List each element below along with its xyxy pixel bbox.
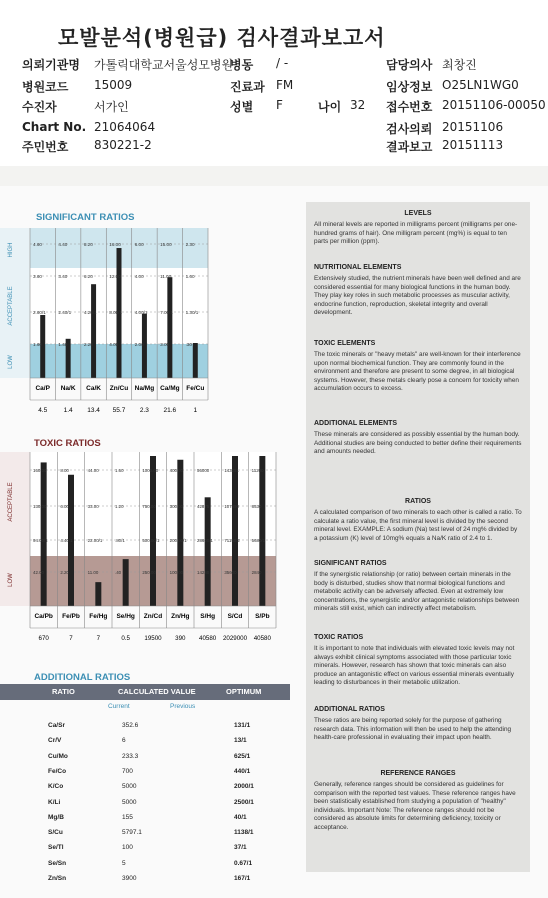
significant-bar <box>167 277 172 378</box>
significant-bar <box>91 284 96 378</box>
value-label: 40580 <box>253 635 271 642</box>
col-optimum: OPTIMUM <box>226 687 262 696</box>
value-label: 19500 <box>144 635 162 642</box>
bar-tick-label: 7.00/1 <box>160 310 173 315</box>
info-heading: SIGNIFICANT RATIOS <box>314 560 387 567</box>
toxic-bar <box>41 462 47 606</box>
bar-tick-label: 8.20 <box>83 242 93 247</box>
category-label: Ca/Pb <box>34 613 53 620</box>
toxic-bar <box>205 497 211 606</box>
field-value: 20151113 <box>442 138 504 152</box>
field-label: 성별 <box>230 100 254 114</box>
toxic-bar <box>95 582 101 606</box>
bar-tick-label: 1.60 <box>115 468 124 473</box>
bar-tick-label: 56000 <box>197 468 210 473</box>
ratio-current: 700 <box>122 767 133 775</box>
bar-tick-label: 2.20 <box>60 570 69 575</box>
bar-tick-label: 71150/2 <box>224 538 240 543</box>
bar-tick-label: 1.60 <box>185 274 195 279</box>
ratio-name: K/Co <box>48 783 64 791</box>
field-value: 서가인 <box>94 100 129 114</box>
category-label: Se/Hg <box>116 613 135 620</box>
bar-tick-label: 2.60/1 <box>33 310 46 315</box>
ratio-current: 5 <box>122 859 126 867</box>
bar-tick-label: 22.00/1 <box>87 538 103 543</box>
ratio-name: K/Li <box>48 798 61 806</box>
category-label: Na/Mg <box>134 385 155 392</box>
ratio-current: 155 <box>122 813 133 821</box>
value-label: 2029000 <box>222 635 248 642</box>
bar-tick-label: 11.00 <box>160 274 172 279</box>
info-heading: RATIOS <box>405 498 431 505</box>
bar-tick-label: 250.00 <box>142 570 156 575</box>
field-label: 담당의사 <box>386 58 433 72</box>
bar-tick-label: 8530 <box>251 504 262 509</box>
bar-tick-label: 4.40/1 <box>60 538 73 543</box>
bar-tick-label: .30 <box>185 342 192 347</box>
ratio-optimum: 2500/1 <box>234 798 254 806</box>
field-value: / - <box>276 56 289 70</box>
bar-tick-label: 42.00 <box>33 570 44 575</box>
bar-tick-label: 11.00 <box>87 570 99 575</box>
ratio-name: Fe/Co <box>48 767 67 775</box>
ratio-current: 3900 <box>122 875 137 882</box>
significant-bar <box>193 343 198 378</box>
bar-tick-label: 33.00 <box>87 504 99 509</box>
field-value: 15009 <box>94 78 133 92</box>
field-value: 최창진 <box>442 58 477 72</box>
bar-tick-label: .80/1 <box>115 538 125 543</box>
bar-tick-label: 4.00/1 <box>134 310 148 315</box>
value-label: 670 <box>38 635 49 642</box>
field-label: 병원코드 <box>22 80 69 94</box>
zone-label: ACCEPTABLE <box>8 482 14 522</box>
bar-tick-label: 1.60 <box>33 342 42 347</box>
bar-tick-label: 107450 <box>224 504 239 509</box>
info-heading: TOXIC RATIOS <box>314 634 364 641</box>
field-label: 수진자 <box>22 100 57 114</box>
field-value: 830221-2 <box>94 138 152 152</box>
bar-tick-label: 5680/1 <box>251 538 266 543</box>
ratio-optimum: 131/1 <box>234 722 251 729</box>
toxic-bar <box>177 460 183 606</box>
category-label: Zn/Cd <box>143 613 163 620</box>
bar-tick-label: 3.40 <box>58 274 68 279</box>
info-heading: TOXIC ELEMENTS <box>314 340 376 347</box>
toxic-bar <box>123 559 129 606</box>
field-label: 검사의뢰 <box>386 122 433 136</box>
info-heading: LEVELS <box>404 210 432 217</box>
field-label: 임상정보 <box>386 80 433 94</box>
bar-tick-label: 6.00 <box>134 242 144 247</box>
field-label: 의뢰기관명 <box>22 58 80 72</box>
info-heading: NUTRITIONAL ELEMENTS <box>314 264 402 271</box>
bar-tick-label: 16.00 <box>109 242 121 247</box>
value-label: 1.4 <box>63 407 73 414</box>
value-label: 7 <box>69 635 73 642</box>
report-title: 모발분석(병원급) 검사결과보고서 <box>58 26 386 50</box>
category-label: Fe/Pb <box>62 613 80 620</box>
ratio-optimum: 40/1 <box>234 813 247 821</box>
info-text: These ratios are being reported solely for the purpose of gathering research data. This information will then be used to help the attending health-care professional in evaluating their impact upon health. <box>314 717 512 742</box>
field-value: 20151106-00050 <box>442 98 546 112</box>
info-text: If the synergistic relationship (or ratio) between certain minerals in the body is disturbed, studies show that normal biological functions and metabolic activity can be adversely affected. Even at extremely low concentrations, the synergistic and/or antagonistic relationships between minerals still exist, which can indirectly affect metabolism. <box>314 571 520 613</box>
category-label: Fe/Cu <box>186 385 205 392</box>
zone-label: LOW <box>8 573 14 587</box>
ratio-optimum: 2000/1 <box>234 783 254 791</box>
info-text: A calculated comparison of two minerals to each other is called a ratio. To calculate a ratio value, the first mineral level is divided by the second mineral level. EXAMPLE: A sodium (Na) test level of 24 mg% divided by a potassium (K) level of 10mg% equals a Na/K ratio of 2.4 to 1. <box>314 509 522 542</box>
bar-tick-label: 12.00 <box>109 274 121 279</box>
info-heading: ADDITIONAL ELEMENTS <box>314 420 398 427</box>
bar-tick-label: 11200 <box>251 468 264 473</box>
ratio-optimum: 167/1 <box>234 875 251 882</box>
ratio-name: Se/Tl <box>48 844 64 852</box>
field-label: 나이 <box>318 100 342 114</box>
bar-tick-label: 2.30 <box>185 242 195 247</box>
bar-tick-label: 6.00 <box>60 504 69 509</box>
bar-tick-label: 1000.00 <box>142 468 159 473</box>
field-label: 접수번호 <box>386 100 433 114</box>
bar-tick-label: 2.20 <box>83 342 93 347</box>
bar-tick-label: 4.60 <box>33 242 42 247</box>
bar-tick-label: 160.00 <box>33 468 47 473</box>
bar-tick-label: 4.00 <box>109 342 119 347</box>
field-label: 결과보고 <box>386 140 433 154</box>
bar-tick-label: 500.00/1 <box>142 538 160 543</box>
info-heading: REFERENCE RANGES <box>380 770 456 777</box>
bar-tick-label: 100.00 <box>169 570 184 575</box>
field-value: 21064064 <box>94 120 156 134</box>
value-label: 2.3 <box>139 407 149 414</box>
category-label: Ca/Mg <box>160 385 180 392</box>
ratio-current: 5000 <box>122 783 137 791</box>
info-text: The toxic minerals or "heavy metals" are well-known for their interference upon normal biochemical function. They are commonly found in the environment and therefore are present to some degree, in all biological systems. However, these metals clearly pose a concern for toxicity when accumulation occurs to excess. <box>314 351 521 393</box>
category-label: Ca/P <box>35 385 50 392</box>
ratio-optimum: 13/1 <box>234 737 247 745</box>
ratio-name: Zn/Sn <box>48 875 67 882</box>
category-label: S/Cd <box>227 613 243 620</box>
field-label: 주민번호 <box>22 140 69 154</box>
bar-tick-label: 750.00 <box>142 504 156 509</box>
ratio-current: 6 <box>122 737 126 745</box>
bar-tick-label: 28600/1 <box>197 538 213 543</box>
value-label: 21.6 <box>163 407 177 414</box>
bar-tick-label: 400.00 <box>169 468 184 473</box>
bar-tick-label: 14280 <box>197 570 210 575</box>
ratio-name: Cu/Mo <box>48 752 68 760</box>
field-label: 진료과 <box>230 80 265 94</box>
ratio-name: S/Cu <box>48 829 63 837</box>
info-text: Generally, reference ranges should be considered as guidelines for comparison with the reported test values. These reference ranges have been statistically established from studying a population of "healthy" individuals. Important Note: The reference ranges should not be considered as absolute limits for determining deficiency, toxicity or acceptance. <box>314 781 516 831</box>
ratio-name: Se/Sn <box>48 859 67 867</box>
field-value: 32 <box>350 98 366 112</box>
ratio-name: Mg/B <box>48 813 64 821</box>
col-current: Current <box>108 703 130 710</box>
bar-tick-label: 94.00/1 <box>33 538 48 543</box>
toxic-ratios-title: TOXIC RATIOS <box>34 438 101 449</box>
bar-tick-label: 3.60 <box>33 274 42 279</box>
ratio-name: Ca/Sr <box>48 722 65 729</box>
additional-ratios-header <box>0 684 290 700</box>
significant-ratios-chart <box>0 222 210 418</box>
value-label: 0.5 <box>121 635 130 642</box>
ratio-optimum: 625/1 <box>234 752 251 760</box>
category-label: Ca/K <box>86 385 101 392</box>
bar-tick-label: 300.00 <box>169 504 184 509</box>
value-label: 40580 <box>199 635 217 642</box>
info-text: These minerals are considered as possibly essential by the human body. Additional studies are being conducted to better define their requirements and amounts needed. <box>314 431 522 456</box>
bar-tick-label: 8.00 <box>60 468 69 473</box>
bar-tick-label: 8.00/1 <box>109 310 123 315</box>
category-label: S/Hg <box>200 613 216 620</box>
toxic-bar <box>259 456 265 606</box>
col-ratio: RATIO <box>52 687 75 696</box>
value-label: 4.5 <box>38 407 48 414</box>
significant-ratios-title: SIGNIFICANT RATIOS <box>36 212 135 223</box>
value-label: 55.7 <box>112 407 126 414</box>
value-label: 1 <box>193 407 198 414</box>
value-label: 390 <box>175 635 186 642</box>
field-value: FM <box>276 78 294 92</box>
bar-tick-label: 2.40/1 <box>58 310 72 315</box>
ratio-current: 5797.1 <box>122 829 142 837</box>
value-label: 7 <box>96 635 101 642</box>
field-label: Chart No. <box>22 120 87 134</box>
toxic-bar <box>232 456 238 606</box>
zone-label: ACCEPTABLE <box>8 286 14 326</box>
category-label: S/Pb <box>255 613 270 620</box>
toxic-ratios-chart <box>0 448 290 648</box>
info-text: Extensively studied, the nutrient minerals have been well defined and are considered essential for many biological functions in the human body. They play key roles in such metabolic processes as muscular activity, endocrine function, reproduction, skeletal integrity and overall development. <box>314 275 521 317</box>
ratio-current: 5000 <box>122 798 137 806</box>
info-text: It is important to note that individuals with elevated toxic levels may not always exhibit clinical symptoms associated with those particular toxic minerals. However, research has shown that toxic minerals can also produce an antagonistic effect on various essential minerals eventually leading to disturbances in their metabolic utilization. <box>314 645 515 687</box>
bar-tick-label: 15.00 <box>160 242 172 247</box>
ratio-current: 100 <box>122 844 133 852</box>
bar-tick-label: 4.20/1 <box>83 310 97 315</box>
toxic-bar <box>150 456 156 606</box>
bar-tick-label: 1.20 <box>115 504 124 509</box>
ratio-current: 352.6 <box>122 722 139 729</box>
info-panel <box>306 202 530 872</box>
bar-tick-label: 2840 <box>251 570 262 575</box>
field-label: 병동 <box>230 58 254 72</box>
category-label: Na/K <box>60 385 76 392</box>
bar-tick-label: 42875 <box>197 504 210 509</box>
field-value: F <box>276 98 283 112</box>
ratio-current: 233.3 <box>122 752 139 760</box>
ratio-optimum: 37/1 <box>234 844 247 852</box>
value-label: 13.4 <box>87 407 100 414</box>
bar-tick-label: 2.00 <box>134 342 144 347</box>
field-value: 가톨릭대학교서울성모병원 <box>94 58 234 72</box>
bar-tick-label: 1.40 <box>58 342 68 347</box>
info-text: All mineral levels are reported in milligrams percent (milligrams per one-hundred grams of hair). One milligram percent (mg%) is equal to ten parts per million (ppm). <box>314 221 518 246</box>
bar-tick-label: 4.40 <box>58 242 68 247</box>
col-calculated-value: CALCULATED VALUE <box>118 687 196 696</box>
ratio-name: Cr/V <box>48 737 62 745</box>
category-label: Zn/Hg <box>171 613 190 620</box>
col-previous: Previous <box>170 703 196 710</box>
bar-tick-label: 1.30/1 <box>185 310 199 315</box>
bar-tick-label: 44.00 <box>87 468 99 473</box>
bar-tick-label: 35600 <box>224 570 237 575</box>
bar-tick-label: 143251 <box>224 468 239 473</box>
zone-label: HIGH <box>8 242 14 258</box>
ratio-optimum: 0.67/1 <box>234 859 253 867</box>
bar-tick-label: 200.00/1 <box>169 538 187 543</box>
bar-tick-label: 3.00 <box>160 342 170 347</box>
category-label: Fe/Hg <box>89 613 108 620</box>
ratio-optimum: 1138/1 <box>234 829 254 837</box>
category-label: Zn/Cu <box>109 385 129 392</box>
zone-label: LOW <box>8 355 14 369</box>
info-heading: ADDITIONAL RATIOS <box>314 706 385 713</box>
additional-ratios-title: ADDITIONAL RATIOS <box>34 672 131 683</box>
field-value: O25LN1WG0 <box>442 78 519 92</box>
ratio-optimum: 440/1 <box>234 767 251 775</box>
bar-tick-label: 6.20 <box>83 274 93 279</box>
field-value: 20151106 <box>442 120 504 134</box>
bar-tick-label: .40 <box>115 570 122 575</box>
report-header <box>0 0 548 166</box>
bar-tick-label: 130.00 <box>33 504 47 509</box>
bar-tick-label: 4.00 <box>134 274 144 279</box>
